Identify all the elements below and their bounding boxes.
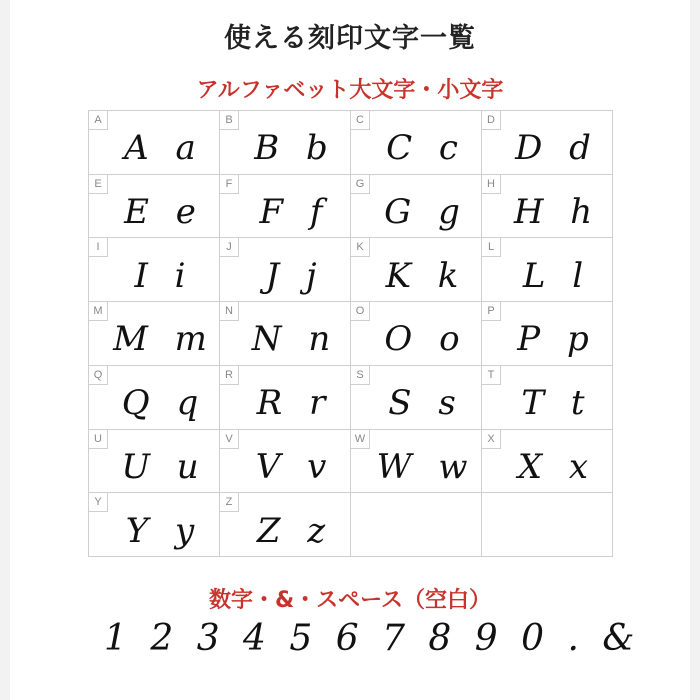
script-letter-sample: O o [384,319,468,360]
letter-cell-label: O [351,302,370,321]
letter-cell-label: T [482,366,501,385]
script-letter-sample: F f [259,192,331,233]
letter-cell-label: G [351,175,370,194]
letter-cell-label: E [89,175,108,194]
script-letter-sample: P p [517,319,597,360]
letter-cell-label: D [482,111,501,130]
script-letter-sample: G g [384,192,468,233]
script-letter-sample: I i [134,255,194,296]
letter-cell-label: X [482,430,501,449]
script-letter-sample: H h [513,192,601,233]
letter-cell [89,238,220,302]
letter-cell [220,111,351,175]
letter-cell [482,366,613,430]
script-letter-sample: U u [121,446,207,487]
script-letter-sample: R r [256,383,334,424]
script-letter-sample: X x [517,446,597,487]
letter-cell [351,111,482,175]
letter-cell-label: Y [89,493,108,512]
letter-cell [220,238,351,302]
script-letter-sample: S s [388,383,464,424]
script-letter-sample: M m [113,319,215,360]
script-letter-sample: V v [255,446,335,487]
letter-cell [220,175,351,239]
letter-cell [351,430,482,494]
script-letter-sample: C c [386,128,466,169]
letter-cell-label: S [351,366,370,385]
script-letter-sample: J j [265,255,325,296]
letter-cell-label: L [482,238,501,257]
script-letter-sample: D d [515,128,599,169]
page-title: 使える刻印文字一覧 [224,23,476,54]
script-letter-sample: K k [385,255,467,296]
symbols-section-title: 数字・&・スペース（空白） [208,588,492,613]
letter-cell [89,302,220,366]
letter-cell-label: I [89,238,108,257]
letter-cell [89,366,220,430]
letter-cell [351,175,482,239]
letter-cell-label: P [482,302,501,321]
letter-cell [351,238,482,302]
alphabet-section-title: アルファベット大文字・小文字 [196,78,504,103]
script-letter-sample: E e [124,192,204,233]
letter-cell-label: R [220,366,239,385]
letter-cell-label: J [220,238,239,257]
letter-cell-label: C [351,111,370,130]
script-letter-sample: N n [251,319,339,360]
letter-cell-label: A [89,111,108,130]
letter-cell [482,111,613,175]
script-letter-sample: Y y [125,510,203,551]
letter-cell [89,493,220,557]
script-letter-sample: Q q [121,383,207,424]
letter-cell-label: K [351,238,370,257]
script-letter-sample: B b [254,128,336,169]
engraving-chart-page [10,0,690,700]
letter-cell [220,302,351,366]
letter-cell-label: U [89,430,108,449]
letter-cell-label: W [351,430,370,449]
empty-cell [351,493,482,557]
script-letter-sample: T t [521,383,593,424]
letter-cell [482,238,613,302]
letter-cell [220,493,351,557]
letter-grid [88,110,613,557]
letter-cell [482,302,613,366]
letter-cell-label: Z [220,493,239,512]
letter-cell-label: H [482,175,501,194]
letter-cell [89,111,220,175]
letter-cell [351,302,482,366]
letter-cell [220,366,351,430]
letter-cell [351,366,482,430]
numbers-and-symbols-line: 1 2 3 4 5 6 7 8 9 0 . & [104,618,641,659]
script-letter-sample: W w [376,446,476,487]
empty-cell [482,493,613,557]
letter-cell [482,430,613,494]
letter-cell-label: Q [89,366,108,385]
letter-cell-label: M [89,302,108,321]
letter-cell [220,430,351,494]
letter-cell [482,175,613,239]
letter-cell [89,175,220,239]
letter-cell-label: V [220,430,239,449]
script-letter-sample: Z z [256,510,334,551]
letter-cell-label: F [220,175,239,194]
letter-cell-label: N [220,302,239,321]
letter-cell [89,430,220,494]
letter-cell-label: B [220,111,239,130]
script-letter-sample: L l [522,255,592,296]
script-letter-sample: A a [124,128,204,169]
